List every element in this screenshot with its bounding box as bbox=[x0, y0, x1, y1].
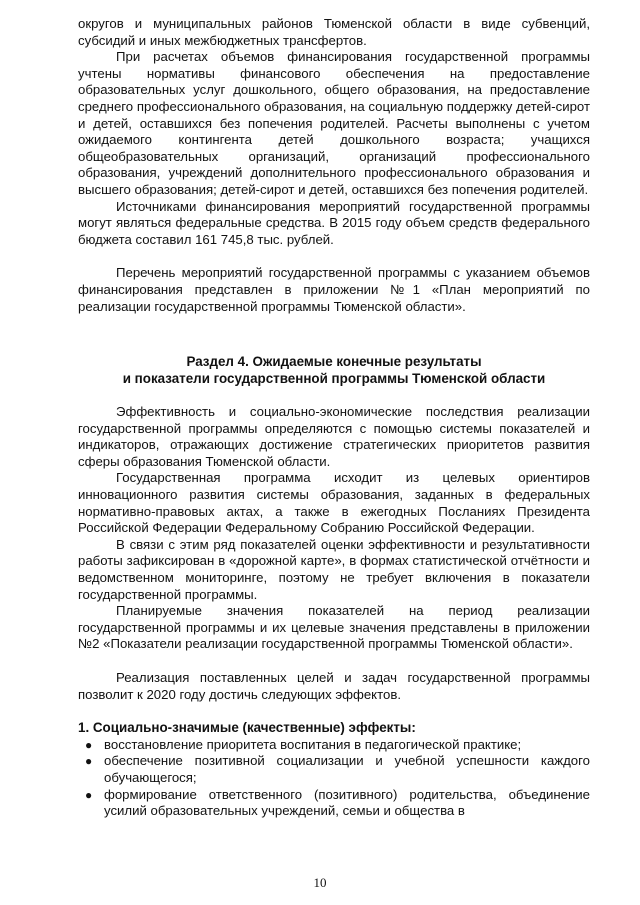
spacer bbox=[78, 315, 590, 353]
list-item-text: формирование ответственного (позитивного) родительства, объединение усилий образовательных учреждений, семьи и общества в bbox=[104, 786, 590, 819]
paragraph-financing-sources: Источниками финансирования мероприятий государственной программы могут являться федеральные средства. В 2015 году объем средств федерального бюджета составил 161 745,8 тыс. рублей. bbox=[78, 198, 590, 247]
paragraph-measures-list: Перечень мероприятий государственной программы с указанием объемов финансирования представлен в приложении №1 «План мероприятий по реализации государственной программы Тюменской области». bbox=[78, 265, 590, 314]
effects-list bbox=[78, 737, 590, 820]
page-content bbox=[78, 16, 590, 820]
paragraph-subventions: округов и муниципальных районов Тюменской области в виде субвенций, субсидий и иных межбюджетных трансфертов. bbox=[78, 16, 590, 48]
bullet-icon: ● bbox=[85, 737, 93, 752]
paragraph-planned-values: Планируемые значения показателей на период реализации государственной программы и их целевые значения представлены в приложении №2 «Показатели реализации государственной программы Тюменской области». bbox=[78, 603, 590, 652]
section-title-line2: и показатели государственной программы Тюменской области bbox=[122, 371, 546, 387]
paragraph-road-map: В связи с этим ряд показателей оценки эффективности и результативности работы зафиксирован в «дорожной карте», в формах статистической отчётности и ведомственном мониторинге, поэтому не требует включения в показатели государственной программы. bbox=[78, 536, 590, 602]
section-title-line1: Раздел 4. Ожидаемые конечные результаты bbox=[186, 354, 482, 370]
effects-heading: 1. Социально-значимые (качественные) эффекты: bbox=[78, 720, 416, 736]
spacer bbox=[78, 387, 590, 404]
spacer bbox=[78, 653, 590, 670]
page-number: 10 bbox=[313, 875, 327, 890]
bullet-icon: ● bbox=[85, 787, 93, 802]
paragraph-efficiency: Эффективность и социально-экономические последствия реализации государственной программы определяются с помощью системы показателей и индикаторов, отражающих достижение стратегических приоритетов развития сферы образования Тюменской области. bbox=[78, 404, 590, 469]
paragraph-program-targets: Государственная программа исходит из целевых ориентиров инновационного развития системы образования, заданных в федеральных нормативно-правовых актах, а также в ежегодных Посланиях Президента Российской Федерации Федеральному Собранию Российской Федерации. bbox=[78, 470, 590, 536]
list-item-text: восстановление приоритета воспитания в педагогической практике; bbox=[104, 736, 522, 752]
list-item-text: обеспечение позитивной социализации и учебной успешности каждого обучающегося; bbox=[104, 753, 590, 785]
list-item bbox=[78, 753, 590, 786]
spacer bbox=[78, 248, 590, 265]
list-item bbox=[78, 787, 590, 820]
paragraph-financing-calculation: При расчетах объемов финансирования государственной программы учтены нормативы финансового обеспечения на предоставление образовательных услуг дошкольного, общего образования, на предоставление среднего профессионального образования, на социальную поддержку детей-сирот и детей, оставшихся без попечения родителей. Расчеты выполнены с учетом ожидаемого контингента детей дошкольного возраста; учащихся общеобразовательных организаций, организаций профессионального образования, учреждений дополнительного профессионального образования и высшего образования; детей-сирот и детей, оставшихся без попечения родителей. bbox=[78, 49, 590, 197]
list-item bbox=[78, 737, 590, 754]
bullet-icon: ● bbox=[85, 754, 93, 769]
paragraph-expected-effects: Реализация поставленных целей и задач государственной программы позволит к 2020 году достичь следующих эффектов. bbox=[78, 670, 590, 702]
spacer bbox=[78, 703, 590, 720]
